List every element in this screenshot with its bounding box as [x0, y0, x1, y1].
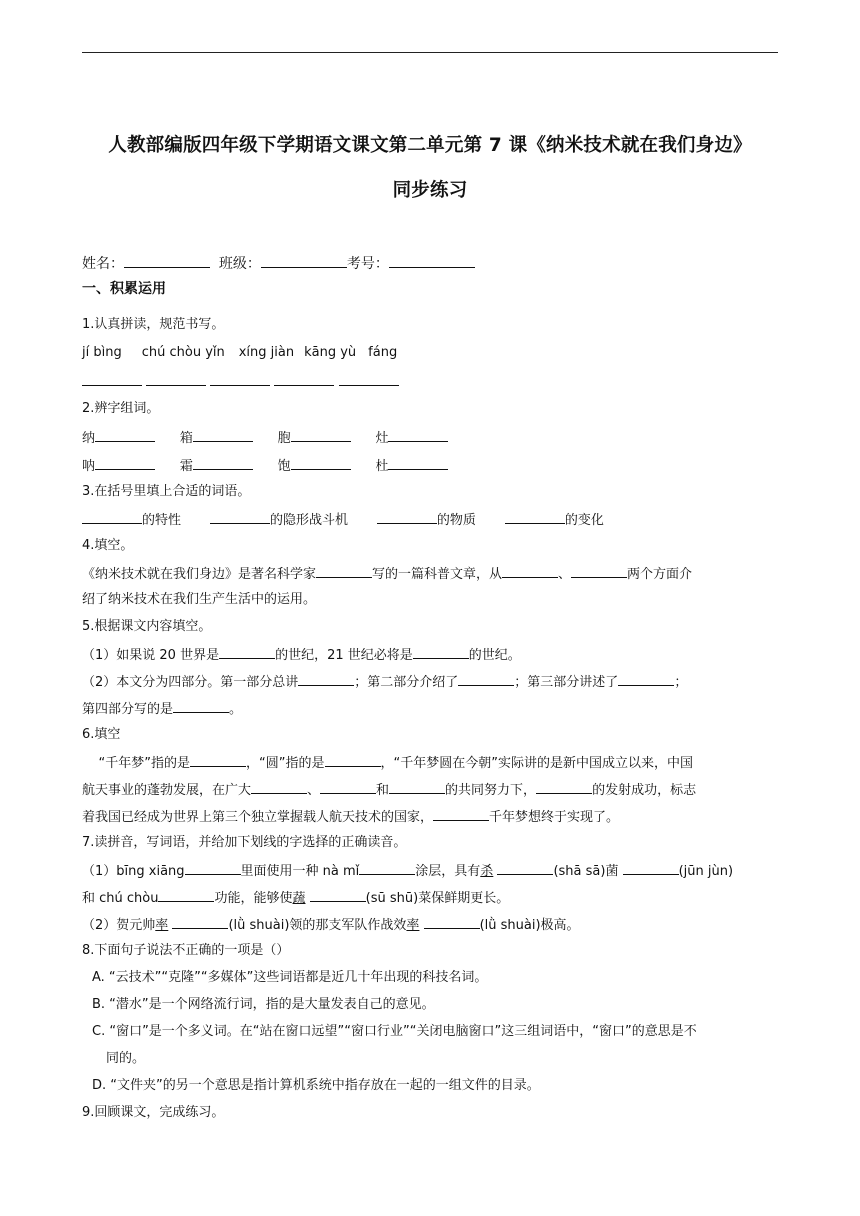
phrase-text: 的物质 [436, 513, 476, 528]
text: “千年梦”指的是 [98, 756, 191, 771]
class-label: 班级： [218, 256, 261, 272]
q4-line-1 [82, 564, 692, 584]
q3-prompt: 3.在括号里填上合适的词语。 [82, 484, 251, 499]
text: ；第二部分介绍了 [354, 675, 459, 690]
q4-line-2: 绍了纳米技术在我们生产生活中的运用。 [82, 592, 317, 607]
q8-option-d[interactable]: D. “文件夹”的另一个意思是指计算机系统中指存放在一起的一组文件的目录。 [92, 1078, 540, 1093]
q8-option-c-cont: 同的。 [106, 1051, 146, 1066]
answer-blank[interactable] [173, 699, 229, 713]
answer-blank[interactable] [497, 861, 553, 875]
text: ； [674, 675, 688, 690]
header-rule [82, 52, 778, 53]
text: 的世纪。 [468, 648, 521, 663]
answer-blank[interactable] [172, 915, 228, 929]
answer-blank[interactable] [193, 428, 253, 442]
char-item: 杜 [375, 459, 389, 474]
q8-option-a[interactable]: A. “云技术”“克隆”“多媒体”这些词语都是近几十年出现的科技名词。 [92, 970, 488, 985]
answer-blank[interactable] [82, 510, 142, 524]
answer-blank[interactable] [424, 915, 480, 929]
answer-blank[interactable] [210, 372, 270, 386]
q1-pinyin-row [82, 344, 407, 362]
text: （1）bīng xiāng [82, 864, 185, 879]
q7-prompt: 7.读拼音，写词语，并给加下划线的字选择的正确读音。 [82, 835, 407, 850]
underlined-char: 率 [406, 918, 420, 933]
text: (lǜ shuài)极高。 [479, 918, 580, 933]
page-subtitle: 同步练习 [392, 180, 468, 201]
q5-line-2 [82, 672, 687, 692]
text: 涂层，具有 [415, 864, 481, 879]
answer-blank[interactable] [458, 672, 514, 686]
answer-blank[interactable] [291, 456, 351, 470]
pinyin-item: jí bìng [82, 345, 122, 360]
q2-row-1 [82, 428, 448, 448]
q6-line-1 [82, 753, 693, 773]
name-blank[interactable] [124, 254, 210, 268]
char-item: 灶 [375, 431, 389, 446]
text: 航天事业的蓬勃发展，在广大 [82, 783, 252, 798]
student-info [82, 254, 475, 273]
text: (jūn jùn) [678, 864, 734, 879]
answer-blank[interactable] [193, 456, 253, 470]
text: （2）本文分为四部分。第一部分总讲 [82, 675, 299, 690]
answer-blank[interactable] [413, 645, 469, 659]
q1-answer-blanks [82, 372, 399, 392]
char-item: 箱 [179, 431, 193, 446]
name-label: 姓名： [82, 256, 124, 272]
pinyin-item: kāng yù [304, 345, 357, 360]
phrase-text: 的变化 [564, 513, 604, 528]
text: 。 [229, 702, 243, 717]
answer-blank[interactable] [339, 372, 399, 386]
answer-blank[interactable] [310, 888, 366, 902]
text: （1）如果说 20 世界是 [82, 648, 220, 663]
answer-blank[interactable] [502, 564, 558, 578]
class-blank[interactable] [261, 254, 347, 268]
q6-line-2 [82, 780, 696, 800]
pinyin-item: xíng jiàn [238, 345, 295, 360]
text: 两个方面介 [627, 567, 693, 582]
answer-blank[interactable] [210, 510, 270, 524]
text: ，“圆”指的是 [246, 756, 325, 771]
text: （2）贺元帅 [82, 918, 156, 933]
answer-blank[interactable] [320, 780, 376, 794]
answer-blank[interactable] [359, 861, 415, 875]
text: 和 chú chòu [82, 891, 159, 906]
text: 着我国已经成为世界上第三个独立掌握载人航天技术的国家， [82, 810, 434, 825]
q8-option-b[interactable]: B. “潜水”是一个网络流行词，指的是大量发表自己的意见。 [92, 997, 435, 1012]
q7-line-1 [82, 861, 733, 881]
text: 、 [558, 567, 572, 582]
q8-prompt: 8.下面句子说法不正确的一项是（） [82, 943, 290, 958]
text: ，“千年梦圆在今朝”实际讲的是新中国成立以来，中国 [380, 756, 693, 771]
answer-blank[interactable] [388, 456, 448, 470]
answer-blank[interactable] [185, 861, 241, 875]
text: (lǜ shuài)领的那支军队作战效 [228, 918, 407, 933]
underlined-char: 蔬 [292, 891, 306, 906]
text: ；第三部分讲述了 [514, 675, 619, 690]
text: 的共同努力下， [445, 783, 537, 798]
text: (shā sā)菌 [553, 864, 619, 879]
text: 千年梦想终于实现了。 [489, 810, 620, 825]
char-item: 胞 [277, 431, 291, 446]
text: 第四部分写的是 [82, 702, 174, 717]
phrase-text: 的特性 [142, 513, 182, 528]
answer-blank[interactable] [82, 372, 142, 386]
exam-blank[interactable] [389, 254, 475, 268]
answer-blank[interactable] [190, 753, 246, 767]
q3-items [82, 510, 604, 530]
answer-blank[interactable] [389, 780, 445, 794]
page-title: 人教部编版四年级下学期语文课文第二单元第 7 课《纳米技术就在我们身边》 [108, 135, 752, 156]
text: (sū shū)菜保鲜期更长。 [365, 891, 510, 906]
answer-blank[interactable] [274, 372, 334, 386]
answer-blank[interactable] [219, 645, 275, 659]
underlined-char: 率 [155, 918, 169, 933]
q5-line-3 [82, 699, 242, 719]
q5-prompt: 5.根据课文内容填空。 [82, 619, 212, 634]
underlined-char: 杀 [480, 864, 494, 879]
text: 的发射成功，标志 [592, 783, 697, 798]
q9-prompt: 9.回顾课文，完成练习。 [82, 1105, 225, 1120]
answer-blank[interactable] [571, 564, 627, 578]
text: 写的一篇科普文章，从 [372, 567, 503, 582]
char-item: 饱 [277, 459, 291, 474]
q8-option-c[interactable]: C. “窗口”是一个多义词。在“站在窗口远望”“窗口行业”“关闭电脑窗口”这三组词语中，“窗口”的意思是不 [92, 1024, 697, 1039]
q2-row-2 [82, 456, 448, 476]
answer-blank[interactable] [316, 564, 372, 578]
answer-blank[interactable] [536, 780, 592, 794]
char-item: 呐 [82, 459, 96, 474]
q4-prompt: 4.填空。 [82, 538, 134, 553]
q2-prompt: 2.辨字组词。 [82, 401, 160, 416]
q6-line-3 [82, 807, 619, 827]
char-item: 霜 [179, 459, 193, 474]
q7-line-2 [82, 888, 509, 908]
text: 的世纪，21 世纪必将是 [275, 648, 413, 663]
answer-blank[interactable] [433, 807, 489, 821]
text: 《纳米技术就在我们身边》是著名科学家 [82, 567, 317, 582]
answer-blank[interactable] [146, 372, 206, 386]
answer-blank[interactable] [618, 672, 674, 686]
char-item: 纳 [82, 431, 96, 446]
text: 、 [307, 783, 321, 798]
pinyin-item: fáng [368, 345, 398, 360]
answer-blank[interactable] [298, 672, 354, 686]
q6-prompt: 6.填空 [82, 727, 121, 742]
answer-blank[interactable] [291, 428, 351, 442]
pinyin-item: chú chòu yǐn [141, 345, 225, 360]
text: 功能，能够使 [214, 891, 293, 906]
exam-label: 考号： [346, 256, 389, 272]
text: 里面使用一种 nà mǐ [240, 864, 360, 879]
q7-line-3 [82, 915, 580, 935]
answer-blank[interactable] [505, 510, 565, 524]
answer-blank[interactable] [251, 780, 307, 794]
answer-blank[interactable] [95, 428, 155, 442]
answer-blank[interactable] [623, 861, 679, 875]
section-heading: 一、积累运用 [82, 281, 166, 297]
q5-line-1 [82, 645, 521, 665]
q1-prompt: 1.认真拼读，规范书写。 [82, 317, 225, 332]
phrase-text: 的隐形战斗机 [269, 513, 348, 528]
answer-blank[interactable] [325, 753, 381, 767]
answer-blank[interactable] [388, 428, 448, 442]
answer-blank[interactable] [95, 456, 155, 470]
text: 和 [376, 783, 390, 798]
answer-blank[interactable] [377, 510, 437, 524]
answer-blank[interactable] [158, 888, 214, 902]
